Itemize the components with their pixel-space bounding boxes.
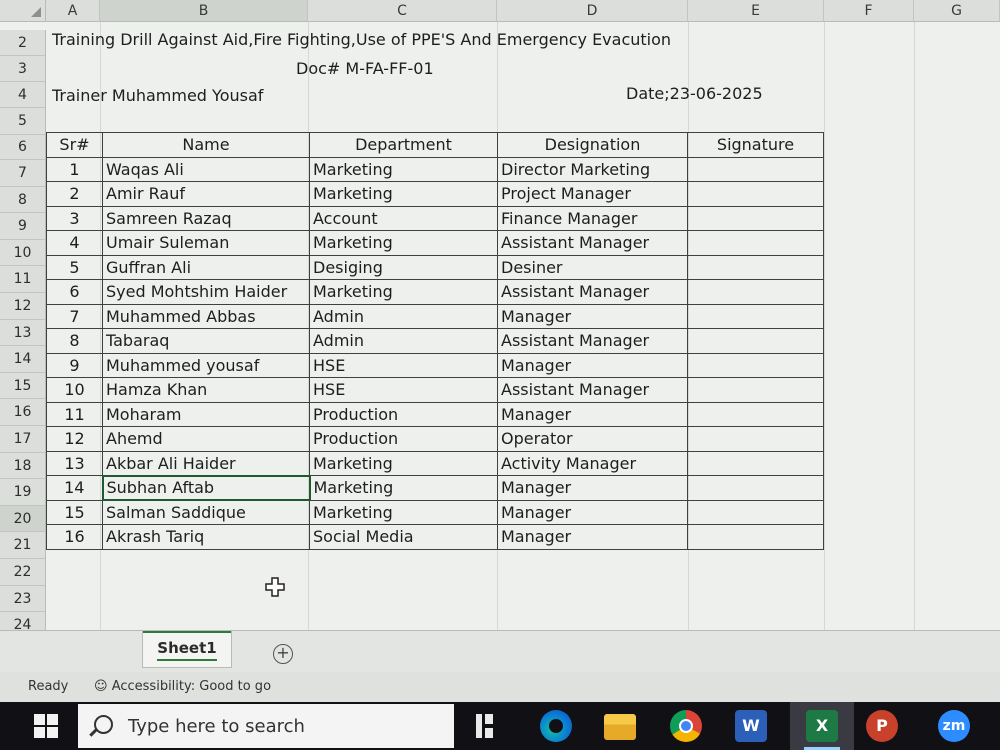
row-header-21[interactable]: 21 [0, 532, 46, 559]
add-sheet-icon[interactable]: + [273, 644, 293, 664]
department-cell[interactable]: Admin [310, 329, 498, 354]
attendance-table [46, 132, 824, 550]
gridline [824, 22, 825, 630]
table-row [47, 451, 824, 476]
sr-cell[interactable]: 4 [47, 231, 103, 256]
department-cell[interactable]: Marketing [310, 280, 498, 305]
trainer-cell[interactable]: Trainer Muhammed Yousaf [52, 86, 264, 105]
header-signature[interactable]: Signature [688, 133, 824, 158]
name-cell[interactable]: Syed Mohtshim Haider [103, 280, 310, 305]
name-cell[interactable]: Moharam [103, 402, 310, 427]
row-header-9[interactable]: 9 [0, 213, 46, 240]
table-row [47, 500, 824, 525]
row-header-19[interactable]: 19 [0, 479, 46, 506]
select-all-icon[interactable] [0, 0, 46, 22]
name-cell[interactable]: Waqas Ali [103, 157, 310, 182]
department-cell[interactable]: Desiging [310, 255, 498, 280]
column-header-f[interactable]: F [824, 0, 914, 22]
title-cell[interactable]: Training Drill Against Aid,Fire Fighting,Use of PPE'S And Emergency Evacution [52, 30, 672, 49]
department-cell[interactable]: Marketing [310, 476, 498, 501]
windows-start-icon[interactable] [34, 714, 58, 738]
word-icon[interactable]: W [735, 710, 767, 742]
row-header-11[interactable]: 11 [0, 266, 46, 293]
designation-cell[interactable]: Activity Manager [498, 451, 688, 476]
department-cell[interactable]: Account [310, 206, 498, 231]
sheet-tabs-bar [0, 630, 1000, 673]
sr-cell[interactable]: 12 [47, 427, 103, 452]
row-header-13[interactable]: 13 [0, 320, 46, 347]
name-cell[interactable]: Umair Suleman [103, 231, 310, 256]
signature-cell[interactable] [688, 402, 824, 427]
name-cell[interactable]: Ahemd [103, 427, 310, 452]
name-cell[interactable]: Subhan Aftab [103, 476, 310, 501]
sr-cell[interactable]: 6 [47, 280, 103, 305]
row-header-8[interactable]: 8 [0, 187, 46, 214]
name-cell[interactable]: Akbar Ali Haider [103, 451, 310, 476]
designation-cell[interactable]: Manager [498, 525, 688, 550]
signature-cell[interactable] [688, 353, 824, 378]
signature-cell[interactable] [688, 451, 824, 476]
name-cell[interactable]: Akrash Tariq [103, 525, 310, 550]
signature-cell[interactable] [688, 280, 824, 305]
department-cell[interactable]: HSE [310, 353, 498, 378]
signature-cell[interactable] [688, 476, 824, 501]
column-header-c[interactable]: C [308, 0, 497, 22]
signature-cell[interactable] [688, 304, 824, 329]
row-header-14[interactable]: 14 [0, 346, 46, 373]
gridline [914, 22, 915, 630]
row-header-12[interactable]: 12 [0, 293, 46, 320]
signature-cell[interactable] [688, 157, 824, 182]
search-placeholder: Type here to search [128, 716, 305, 737]
designation-cell[interactable]: Manager [498, 353, 688, 378]
row-header-6[interactable]: 6 [0, 135, 46, 160]
table-row [47, 329, 824, 354]
signature-cell[interactable] [688, 182, 824, 207]
department-cell[interactable]: Production [310, 427, 498, 452]
header-designation[interactable]: Designation [498, 133, 688, 158]
name-cell[interactable]: Hamza Khan [103, 378, 310, 403]
name-cell[interactable]: Guffran Ali [103, 255, 310, 280]
excel-icon[interactable]: X [806, 710, 838, 742]
search-icon [94, 715, 113, 734]
move-cursor-icon [265, 577, 285, 597]
table-header-row [47, 133, 824, 158]
row-header-24[interactable]: 24 [0, 612, 46, 630]
name-cell[interactable]: Muhammed Abbas [103, 304, 310, 329]
sr-cell[interactable]: 7 [47, 304, 103, 329]
column-header-d[interactable]: D [497, 0, 688, 22]
sheet-tab-sheet1[interactable]: Sheet1 [142, 631, 232, 668]
department-cell[interactable]: Admin [310, 304, 498, 329]
signature-cell[interactable] [688, 525, 824, 550]
row-header-17[interactable]: 17 [0, 426, 46, 453]
designation-cell[interactable]: Operator [498, 427, 688, 452]
table-row [47, 427, 824, 452]
name-cell[interactable]: Samreen Razaq [103, 206, 310, 231]
powerpoint-icon[interactable]: P [866, 710, 898, 742]
designation-cell[interactable]: Manager [498, 476, 688, 501]
table-row [47, 353, 824, 378]
windows-taskbar [0, 702, 1000, 750]
sr-cell[interactable]: 8 [47, 329, 103, 354]
row-header-3[interactable]: 3 [0, 56, 46, 82]
row-header-22[interactable]: 22 [0, 559, 46, 586]
row-header-4[interactable]: 4 [0, 82, 46, 108]
sr-cell[interactable]: 15 [47, 500, 103, 525]
department-cell[interactable]: HSE [310, 378, 498, 403]
name-cell[interactable]: Amir Rauf [103, 182, 310, 207]
file-explorer-icon[interactable] [604, 714, 636, 740]
doc-number-cell[interactable]: Doc# M-FA-FF-01 [296, 59, 434, 78]
table-row [47, 476, 824, 501]
table-row [47, 280, 824, 305]
row-header-20[interactable]: 20 [0, 506, 46, 533]
signature-cell[interactable] [688, 329, 824, 354]
department-cell[interactable]: Production [310, 402, 498, 427]
row-header-5[interactable]: 5 [0, 108, 46, 135]
header-department[interactable]: Department [310, 133, 498, 158]
sr-cell[interactable]: 3 [47, 206, 103, 231]
department-cell[interactable]: Social Media [310, 525, 498, 550]
sr-cell[interactable]: 1 [47, 157, 103, 182]
row-header-7[interactable]: 7 [0, 160, 46, 187]
task-view-icon[interactable] [474, 710, 506, 742]
department-cell[interactable]: Marketing [310, 451, 498, 476]
sr-cell[interactable]: 16 [47, 525, 103, 550]
sr-cell[interactable]: 11 [47, 402, 103, 427]
table-row [47, 378, 824, 403]
accessibility-icon: ☺ [94, 679, 108, 694]
sr-cell[interactable]: 5 [47, 255, 103, 280]
row-header-16[interactable]: 16 [0, 399, 46, 426]
signature-cell[interactable] [688, 206, 824, 231]
designation-cell[interactable]: Finance Manager [498, 206, 688, 231]
date-cell[interactable]: Date;23-06-2025 [626, 84, 763, 103]
row-header-2[interactable]: 2 [0, 30, 46, 56]
sr-cell[interactable]: 2 [47, 182, 103, 207]
designation-cell[interactable]: Assistant Manager [498, 280, 688, 305]
sr-cell[interactable]: 13 [47, 451, 103, 476]
row-header-18[interactable]: 18 [0, 453, 46, 480]
table-row [47, 231, 824, 256]
designation-cell[interactable]: Manager [498, 500, 688, 525]
column-header-e[interactable]: E [688, 0, 824, 22]
department-cell[interactable]: Marketing [310, 157, 498, 182]
signature-cell[interactable] [688, 378, 824, 403]
table-row [47, 402, 824, 427]
table-row [47, 206, 824, 231]
chrome-icon[interactable] [670, 710, 702, 742]
sr-cell[interactable]: 14 [47, 476, 103, 501]
name-cell[interactable]: Muhammed yousaf [103, 353, 310, 378]
table-row [47, 525, 824, 550]
designation-cell[interactable]: Assistant Manager [498, 329, 688, 354]
row-header-10[interactable]: 10 [0, 240, 46, 267]
table-row [47, 157, 824, 182]
designation-cell[interactable]: Assistant Manager [498, 231, 688, 256]
edge-icon[interactable] [540, 710, 572, 742]
table-row [47, 304, 824, 329]
row-header-23[interactable]: 23 [0, 586, 46, 613]
taskbar-search-box[interactable] [78, 704, 454, 748]
name-cell[interactable]: Tabaraq [103, 329, 310, 354]
status-ready: Ready [28, 679, 69, 694]
row-header-15[interactable]: 15 [0, 373, 46, 400]
designation-cell[interactable]: Director Marketing [498, 157, 688, 182]
designation-cell[interactable]: Assistant Manager [498, 378, 688, 403]
department-cell[interactable]: Marketing [310, 231, 498, 256]
signature-cell[interactable] [688, 427, 824, 452]
signature-cell[interactable] [688, 231, 824, 256]
designation-cell[interactable]: Desiner [498, 255, 688, 280]
accessibility-status[interactable]: ☺ Accessibility: Good to go [94, 679, 272, 694]
name-cell[interactable]: Salman Saddique [103, 500, 310, 525]
zoom-icon[interactable]: zm [938, 710, 970, 742]
designation-cell[interactable]: Project Manager [498, 182, 688, 207]
sr-cell[interactable]: 10 [47, 378, 103, 403]
header-sr[interactable]: Sr# [47, 133, 103, 158]
column-header-b[interactable]: B [100, 0, 308, 22]
column-header-g[interactable]: G [914, 0, 1000, 22]
status-bar [0, 672, 1000, 702]
table-row [47, 182, 824, 207]
header-name[interactable]: Name [103, 133, 310, 158]
signature-cell[interactable] [688, 255, 824, 280]
sr-cell[interactable]: 9 [47, 353, 103, 378]
designation-cell[interactable]: Manager [498, 304, 688, 329]
designation-cell[interactable]: Manager [498, 402, 688, 427]
table-row [47, 255, 824, 280]
column-header-a[interactable]: A [46, 0, 100, 22]
signature-cell[interactable] [688, 500, 824, 525]
department-cell[interactable]: Marketing [310, 500, 498, 525]
department-cell[interactable]: Marketing [310, 182, 498, 207]
